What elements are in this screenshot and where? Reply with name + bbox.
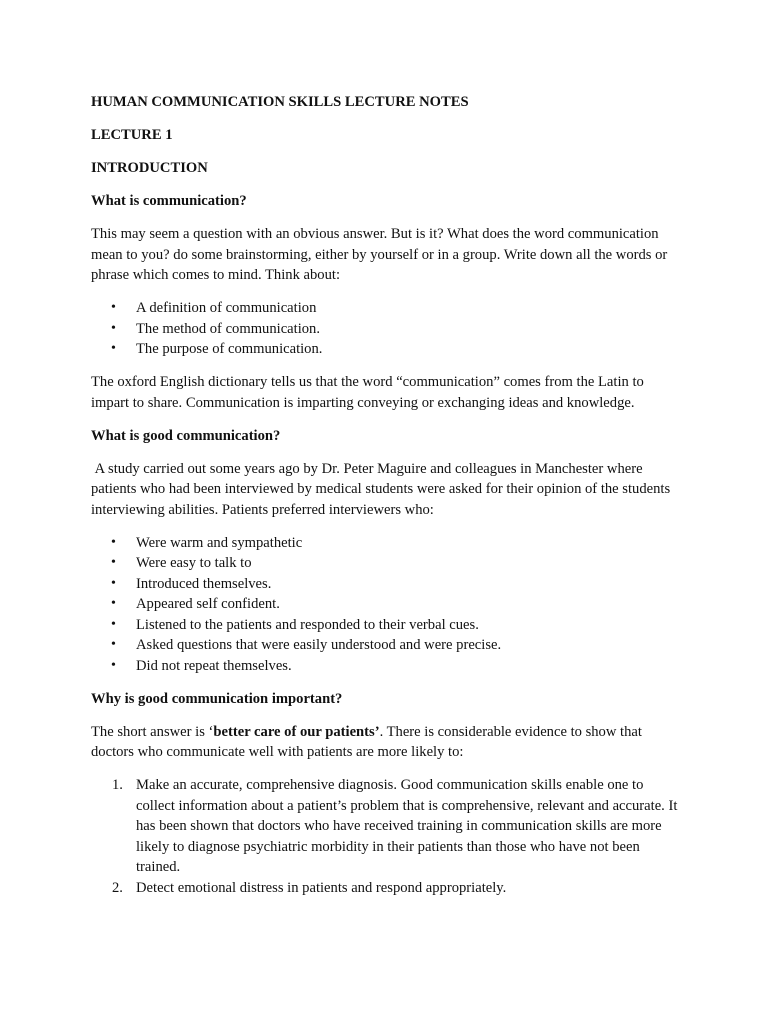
list-item [91, 319, 678, 340]
list-item-text: Did not repeat themselves. [136, 657, 292, 674]
bullet-icon: • [111, 320, 116, 336]
list-item-text: Appeared self confident. [136, 596, 280, 612]
list-item-text: Make an accurate, comprehensive diagnosis. Good communication skills enable one to collect information about a patient’s problem that is comprehensive, relevant and accurate. It has been shown that doctors who have received training in communication skills are more likely to diagnose psychiatric morbidity in their patients than those who have not been trained. [136, 777, 678, 875]
list-item-number: 2. [112, 879, 123, 896]
list-item-text: The purpose of communication. [136, 341, 323, 357]
bullet-icon: • [111, 555, 116, 570]
short-answer-lead: The short answer is ‘ [91, 723, 214, 740]
list-item-text: Were warm and sympathetic [136, 534, 303, 551]
bullet-icon: • [111, 534, 116, 550]
paragraph-short-answer [91, 722, 678, 763]
bullet-icon: • [111, 637, 116, 652]
list-item-number: 1. [112, 777, 123, 793]
short-answer-rest: . There is considerable evidence to show that doctors who communicate well with patients are more likely to: [91, 723, 642, 760]
list-item [91, 775, 678, 878]
list-item-text: A definition of communication [136, 300, 317, 316]
list-item [91, 878, 678, 899]
document-title: HUMAN COMMUNICATION SKILLS LECTURE NOTES [91, 94, 469, 110]
bullet-icon: • [111, 341, 116, 356]
heading-why-good-communication-important: Why is good communication important? [91, 690, 343, 707]
list-item [91, 553, 678, 574]
paragraph-oxford-definition: The oxford English dictionary tells us that the word “communication” comes from the Latin to impart to share. Communication is imparting conveying or exchanging ideas and knowledge. [91, 374, 644, 411]
list-item-text: Were easy to talk to [136, 555, 252, 571]
list-item-text: Detect emotional distress in patients and respond appropriately. [136, 879, 507, 896]
list-item-text: Listened to the patients and responded to their verbal cues. [136, 616, 479, 633]
short-answer-emphasis: better care of our patients’ [213, 723, 380, 740]
heading-what-is-communication: What is communication? [91, 193, 247, 209]
section-heading-introduction: INTRODUCTION [91, 160, 208, 176]
bullet-icon: • [111, 596, 116, 611]
list-item [91, 533, 678, 554]
bullet-icon: • [111, 300, 116, 315]
heading-what-is-good-communication: What is good communication? [91, 427, 281, 444]
bullet-icon: • [111, 616, 116, 632]
list-item-text: Introduced themselves. [136, 575, 272, 592]
list-item-text: Asked questions that were easily understood and were precise. [136, 637, 502, 653]
list-item [91, 298, 678, 319]
list-item [91, 615, 678, 636]
list-item [91, 656, 678, 677]
paragraph-maguire-study: A study carried out some years ago by Dr. Peter Maguire and colleagues in Manchester where patients who had been interviewed by medical students were asked for their opinion of the students interviewing abilities. Patients preferred interviewers who: [91, 460, 674, 518]
lecture-heading: LECTURE 1 [91, 127, 173, 143]
bullet-list-preferred-interviewers [91, 533, 678, 677]
list-item [91, 574, 678, 595]
numbered-list-benefits [91, 775, 678, 898]
bullet-list-think-about [91, 298, 678, 360]
bullet-icon: • [111, 575, 116, 591]
paragraph-communication-intro: This may seem a question with an obvious answer. But is it? What does the word communication mean to you? do some brainstorming, either by yourself or in a group. Write down all the words or phrase which comes to mind. Think about: [91, 226, 668, 283]
list-item [91, 635, 678, 656]
list-item [91, 339, 678, 360]
list-item [91, 594, 678, 615]
bullet-icon: • [111, 657, 116, 673]
list-item-text: The method of communication. [136, 320, 320, 337]
